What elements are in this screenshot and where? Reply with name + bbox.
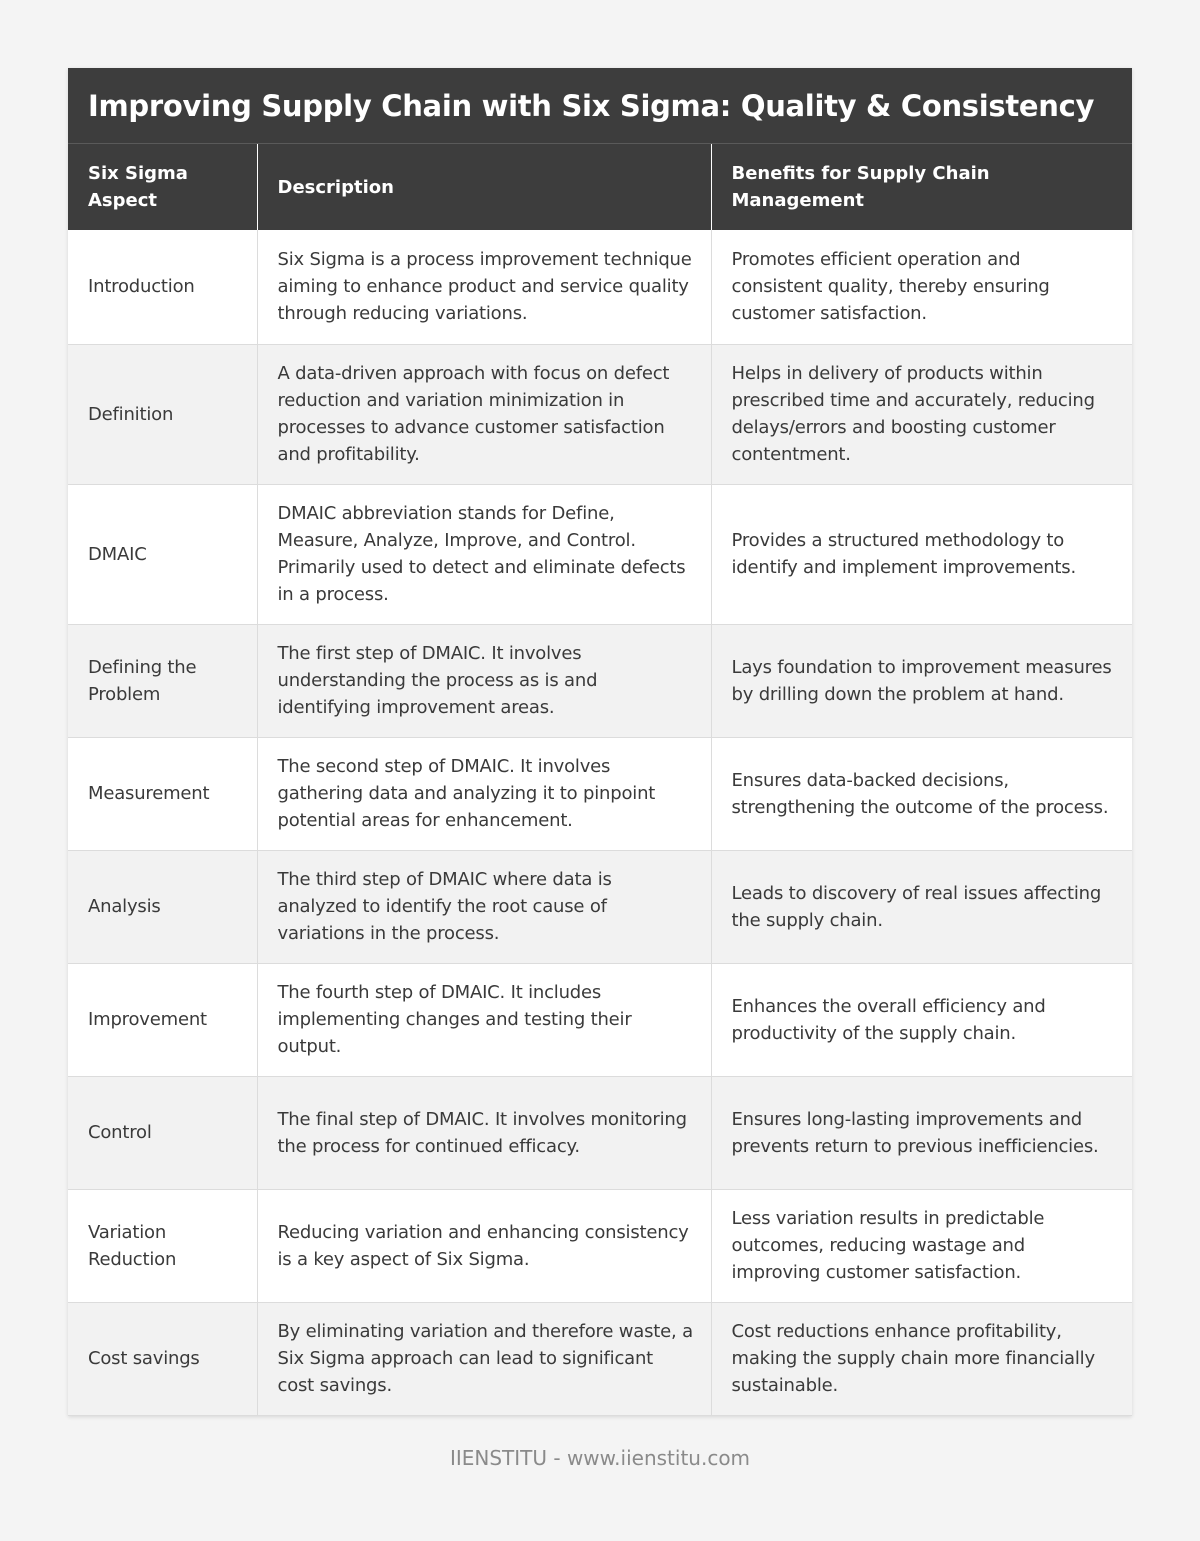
table-row [68, 230, 1132, 344]
aspect-cell: Analysis [68, 850, 257, 963]
description-cell: The fourth step of DMAIC. It includes implementing changes and testing their output. [257, 963, 711, 1076]
description-cell: DMAIC abbreviation stands for Define, Measure, Analyze, Improve, and Control. Primarily used to detect and eliminate defects in a process. [257, 484, 711, 624]
table-row [68, 624, 1132, 737]
aspect-cell: Control [68, 1076, 257, 1189]
table-card [68, 68, 1132, 1416]
aspect-cell: Improvement [68, 963, 257, 1076]
description-cell: The final step of DMAIC. It involves monitoring the process for continued efficacy. [257, 1076, 711, 1189]
benefits-cell: Helps in delivery of products within prescribed time and accurately, reducing delays/errors and boosting customer contentment. [711, 344, 1132, 484]
benefits-cell: Ensures data-backed decisions, strengthening the outcome of the process. [711, 737, 1132, 850]
aspect-cell: Cost savings [68, 1302, 257, 1415]
benefits-cell: Less variation results in predictable outcomes, reducing wastage and improving customer satisfaction. [711, 1189, 1132, 1302]
header-row [68, 144, 1132, 230]
title-bar [68, 68, 1132, 144]
aspect-cell: Definition [68, 344, 257, 484]
column-header-description: Description [257, 144, 711, 230]
aspect-cell: DMAIC [68, 484, 257, 624]
description-cell: By eliminating variation and therefore waste, a Six Sigma approach can lead to significant cost savings. [257, 1302, 711, 1415]
description-cell: Reducing variation and enhancing consistency is a key aspect of Six Sigma. [257, 1189, 711, 1302]
benefits-cell: Ensures long-lasting improvements and prevents return to previous inefficiencies. [711, 1076, 1132, 1189]
table-row [68, 344, 1132, 484]
aspect-cell: Measurement [68, 737, 257, 850]
table-row [68, 850, 1132, 963]
table-row [68, 1189, 1132, 1302]
table-row [68, 1302, 1132, 1415]
aspect-cell: Defining the Problem [68, 624, 257, 737]
footer-credit: IIENSTITU - www.iienstitu.com [449, 1446, 751, 1470]
benefits-cell: Lays foundation to improvement measures by drilling down the problem at hand. [711, 624, 1132, 737]
description-cell: The second step of DMAIC. It involves gathering data and analyzing it to pinpoint potential areas for enhancement. [257, 737, 711, 850]
description-cell: The third step of DMAIC where data is analyzed to identify the root cause of variations in the process. [257, 850, 711, 963]
benefits-cell: Leads to discovery of real issues affecting the supply chain. [711, 850, 1132, 963]
table-row [68, 963, 1132, 1076]
description-cell: Six Sigma is a process improvement technique aiming to enhance product and service quality through reducing variations. [257, 230, 711, 344]
six-sigma-table [68, 144, 1132, 1416]
table-row [68, 484, 1132, 624]
aspect-cell: Introduction [68, 230, 257, 344]
benefits-cell: Cost reductions enhance profitability, making the supply chain more financially sustainable. [711, 1302, 1132, 1415]
table-row [68, 1076, 1132, 1189]
benefits-cell: Promotes efficient operation and consistent quality, thereby ensuring customer satisfaction. [711, 230, 1132, 344]
column-header-aspect: Six Sigma Aspect [68, 144, 257, 230]
page-title: Improving Supply Chain with Six Sigma: Quality & Consistency [88, 88, 1095, 123]
table-row [68, 737, 1132, 850]
description-cell: The first step of DMAIC. It involves understanding the process as is and identifying improvement areas. [257, 624, 711, 737]
description-cell: A data-driven approach with focus on defect reduction and variation minimization in processes to advance customer satisfaction and profitability. [257, 344, 711, 484]
benefits-cell: Provides a structured methodology to identify and implement improvements. [711, 484, 1132, 624]
aspect-cell: Variation Reduction [68, 1189, 257, 1302]
benefits-cell: Enhances the overall efficiency and productivity of the supply chain. [711, 963, 1132, 1076]
column-header-benefits: Benefits for Supply Chain Management [711, 144, 1132, 230]
